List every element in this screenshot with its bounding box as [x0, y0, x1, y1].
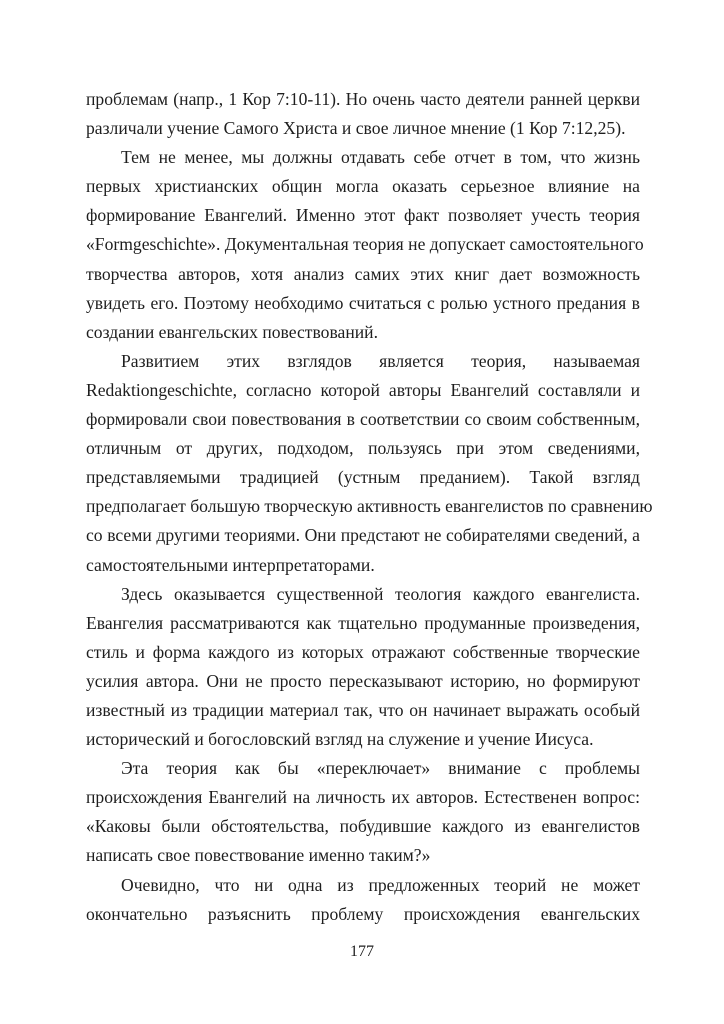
text-line: Здесь оказывается существенной теология каждого евангелиста. [121, 583, 640, 604]
paragraph [86, 85, 640, 143]
text-line: первых христианских общин могла оказать серьезное влияние на [86, 176, 640, 197]
paragraph [86, 754, 640, 870]
text-line: Евангелия рассматриваются как тщательно продуманные произведения, [86, 612, 640, 633]
text-line: Redaktiongeschichte, согласно которой авторы Евангелий составляли и [86, 379, 640, 400]
text-line: со всеми другими теориями. Они предстают не собирателями сведений, а [86, 525, 640, 546]
paragraph [86, 580, 640, 755]
text-line: происхождения Евангелий на личность их авторов. Естественен вопрос: [86, 787, 640, 808]
text-line: Тем не менее, мы должны отдавать себе отчет в том, что жизнь [121, 147, 640, 168]
page-number: 177 [350, 943, 374, 960]
text-line: исторический и богословский взгляд на служение и учение Иисуса. [86, 729, 594, 750]
text-line: творчества авторов, хотя анализ самих этих книг дает возможность [86, 263, 640, 284]
text-line: написать свое повествование именно таким?» [86, 845, 431, 866]
text-line: «Каковы были обстоятельства, побудившие каждого из евангелистов [86, 816, 640, 837]
text-line: проблемам (напр., 1 Кор 7:10-11). Но очень часто деятели ранней церкви [86, 89, 640, 109]
paragraph [86, 347, 653, 580]
page-body [86, 85, 653, 929]
text-line: самостоятельными интерпретаторами. [86, 554, 375, 575]
text-line: создании евангельских повествований. [86, 321, 378, 342]
text-line: «Formgeschichte». Документальная теория не допускает самостоятельного [86, 234, 644, 255]
text-line: формировали свои повествования в соответствии со своим собственным, [86, 409, 640, 430]
paragraph [86, 143, 644, 347]
text-line: Эта теория как бы «переключает» внимание с проблемы [121, 758, 640, 779]
text-line: увидеть его. Поэтому необходимо считаться с ролью устного предания в [86, 292, 640, 313]
text-line: усилия автора. Они не просто пересказывают историю, но формируют [86, 670, 640, 691]
text-line: известный из традиции материал так, что он начинает выражать особый [86, 699, 640, 720]
text-line: различали учение Самого Христа и свое личное мнение (1 Кор 7:12,25). [86, 118, 626, 139]
text-line: представляемыми традицией (устным преданием). Такой взгляд [86, 467, 640, 488]
text-line: предполагает большую творческую активность евангелистов по сравнению [86, 496, 653, 517]
text-line: окончательно разъяснить проблему происхождения евангельских [86, 903, 640, 924]
text-line: отличным от других, подходом, пользуясь при этом сведениями, [86, 438, 640, 459]
text-line: Развитием этих взглядов является теория, называемая [121, 350, 640, 371]
paragraph [86, 871, 640, 929]
text-line: стиль и форма каждого из которых отражают собственные творческие [86, 641, 640, 662]
text-line: формирование Евангелий. Именно этот факт позволяет учесть теория [86, 205, 640, 226]
text-line: Очевидно, что ни одна из предложенных теорий не может [121, 874, 640, 895]
